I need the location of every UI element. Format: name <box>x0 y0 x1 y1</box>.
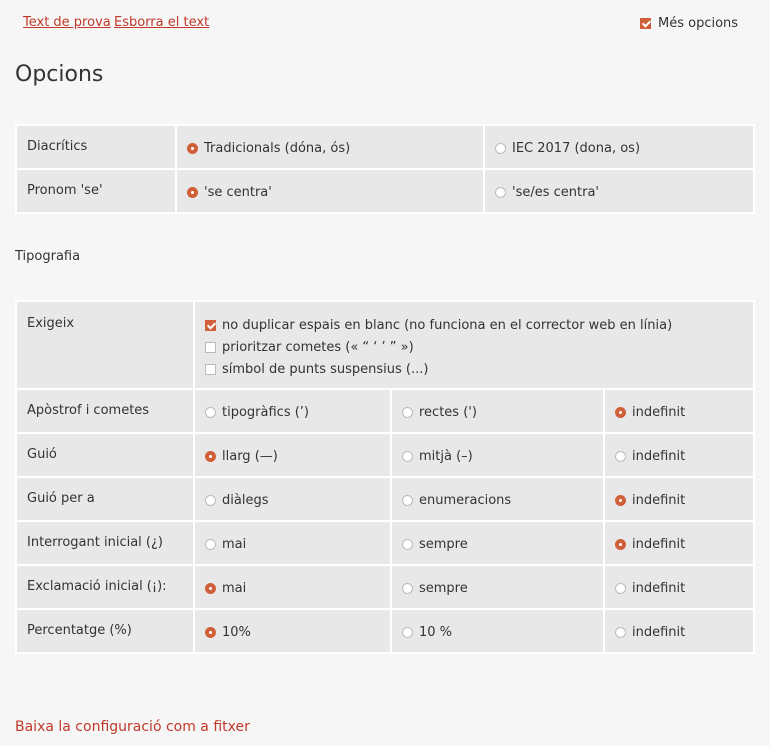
radio-option[interactable] <box>205 434 380 464</box>
radio-option[interactable] <box>205 390 380 420</box>
radio-label: mai <box>222 581 247 596</box>
row-label <box>17 390 193 432</box>
exclamacio-inicial-option[interactable] <box>195 566 390 608</box>
options-table-general <box>15 124 755 214</box>
radio-label: rectes (') <box>419 405 477 420</box>
radio-button[interactable] <box>402 451 413 462</box>
radio-option[interactable] <box>495 126 743 156</box>
diacritics-option[interactable] <box>485 126 753 168</box>
radio-label: indefinit <box>632 581 686 596</box>
radio-label: llarg (—) <box>222 449 278 464</box>
row-label-text: Guió per a <box>27 491 95 506</box>
radio-label: indefinit <box>632 625 686 640</box>
interrogant-inicial-option[interactable] <box>605 522 753 564</box>
radio-label: indefinit <box>632 537 686 552</box>
checkbox-label: símbol de punts suspensius (...) <box>222 361 429 377</box>
pronom-se-option[interactable] <box>485 170 753 212</box>
sample-text-link[interactable]: Text de prova <box>23 15 111 30</box>
radio-button[interactable] <box>615 627 626 638</box>
radio-option[interactable] <box>402 566 593 596</box>
row-label-text: Exclamació inicial (¡): <box>27 579 167 594</box>
options-row-exclamacio-inicial <box>17 566 753 608</box>
require-check-1[interactable] <box>205 336 743 358</box>
radio-button[interactable] <box>205 539 216 550</box>
checkbox-label: prioritzar cometes (« “ ‘ ’ ” ») <box>222 339 414 355</box>
radio-option[interactable] <box>402 434 593 464</box>
radio-option[interactable] <box>402 478 593 508</box>
radio-label: diàlegs <box>222 493 269 508</box>
radio-label: 10 % <box>419 625 453 640</box>
options-row-percentatge <box>17 610 753 652</box>
radio-label: 10% <box>222 625 251 640</box>
radio-button[interactable] <box>615 583 626 594</box>
radio-button[interactable] <box>615 407 626 418</box>
radio-button[interactable] <box>205 583 216 594</box>
checkbox[interactable] <box>205 320 216 331</box>
radio-button[interactable] <box>205 627 216 638</box>
radio-option[interactable] <box>615 478 743 508</box>
radio-option[interactable] <box>615 566 743 596</box>
require-options <box>195 302 753 388</box>
row-label <box>17 434 193 476</box>
radio-option[interactable] <box>205 610 380 640</box>
apostrof-i-cometes-option[interactable] <box>605 390 753 432</box>
radio-button[interactable] <box>402 627 413 638</box>
radio-button[interactable] <box>402 407 413 418</box>
guio-per-a-option[interactable] <box>195 478 390 520</box>
radio-label: Tradicionals (dóna, ós) <box>204 141 351 156</box>
radio-label: tipogràfics (’) <box>222 405 309 420</box>
guio-option[interactable] <box>605 434 753 476</box>
radio-option[interactable] <box>615 610 743 640</box>
radio-button[interactable] <box>402 539 413 550</box>
row-label <box>17 302 193 388</box>
guio-option[interactable] <box>195 434 390 476</box>
diacritics-option[interactable] <box>177 126 483 168</box>
radio-option[interactable] <box>615 434 743 464</box>
radio-button[interactable] <box>187 143 198 154</box>
radio-option[interactable] <box>205 566 380 596</box>
row-label-text: Exigeix <box>27 316 75 331</box>
radio-button[interactable] <box>205 451 216 462</box>
row-label <box>17 522 193 564</box>
interrogant-inicial-option[interactable] <box>392 522 603 564</box>
radio-label: indefinit <box>632 405 686 420</box>
options-row-guio-per-a <box>17 478 753 520</box>
radio-option[interactable] <box>205 478 380 508</box>
radio-button[interactable] <box>402 495 413 506</box>
checkbox[interactable] <box>205 364 216 375</box>
percentatge-option[interactable] <box>605 610 753 652</box>
options-row-interrogant-inicial <box>17 522 753 564</box>
guio-per-a-option[interactable] <box>605 478 753 520</box>
row-label-text: Guió <box>27 447 57 462</box>
radio-option[interactable] <box>615 390 743 420</box>
apostrof-i-cometes-option[interactable] <box>195 390 390 432</box>
require-checklist <box>205 302 743 380</box>
radio-label: IEC 2017 (dona, os) <box>512 141 641 156</box>
radio-option[interactable] <box>187 170 473 200</box>
row-label <box>17 610 193 652</box>
typography-heading: Tipografia <box>15 249 81 264</box>
radio-button[interactable] <box>495 143 506 154</box>
percentatge-option[interactable] <box>392 610 603 652</box>
radio-button[interactable] <box>205 495 216 506</box>
exclamacio-inicial-option[interactable] <box>392 566 603 608</box>
download-config-link[interactable]: Baixa la configuració com a fitxer <box>15 719 250 735</box>
row-label <box>17 478 193 520</box>
row-label <box>17 566 193 608</box>
pronom-se-option[interactable] <box>177 170 483 212</box>
page-title: Opcions <box>15 62 104 87</box>
more-options-label: Més opcions <box>658 16 739 31</box>
radio-button[interactable] <box>495 187 506 198</box>
radio-option[interactable] <box>402 522 593 552</box>
radio-label: indefinit <box>632 493 686 508</box>
row-label-text: Percentatge (%) <box>27 623 132 638</box>
checkbox[interactable] <box>205 342 216 353</box>
options-table-typography <box>15 300 755 654</box>
radio-label: 'se centra' <box>204 185 272 200</box>
radio-option[interactable] <box>205 522 380 552</box>
row-label-text: Interrogant inicial (¿) <box>27 535 163 550</box>
radio-label: sempre <box>419 581 468 596</box>
percentatge-option[interactable] <box>195 610 390 652</box>
clear-text-link[interactable]: Esborra el text <box>114 15 210 30</box>
apostrof-i-cometes-option[interactable] <box>392 390 603 432</box>
row-label <box>17 126 175 168</box>
radio-button[interactable] <box>615 451 626 462</box>
radio-option[interactable] <box>615 522 743 552</box>
options-row-apostrof-i-cometes <box>17 390 753 432</box>
row-label <box>17 170 175 212</box>
radio-label: sempre <box>419 537 468 552</box>
radio-label: indefinit <box>632 449 686 464</box>
row-label-text: Apòstrof i cometes <box>27 403 150 418</box>
options-row-pronom-se <box>17 170 753 212</box>
exclamacio-inicial-option[interactable] <box>605 566 753 608</box>
radio-label: enumeracions <box>419 493 512 508</box>
radio-option[interactable] <box>402 390 593 420</box>
radio-label: mitjà (–) <box>419 449 473 464</box>
require-check-2[interactable] <box>205 358 743 380</box>
radio-label: mai <box>222 537 247 552</box>
radio-button[interactable] <box>615 495 626 506</box>
options-row-exigeix <box>17 302 753 388</box>
radio-option[interactable] <box>402 610 593 640</box>
radio-option[interactable] <box>495 170 743 200</box>
require-check-0[interactable] <box>205 314 743 336</box>
radio-button[interactable] <box>187 187 198 198</box>
radio-button[interactable] <box>402 583 413 594</box>
radio-button[interactable] <box>615 539 626 550</box>
radio-label: 'se/es centra' <box>512 185 599 200</box>
guio-per-a-option[interactable] <box>392 478 603 520</box>
radio-button[interactable] <box>205 407 216 418</box>
options-row-diacritics <box>17 126 753 168</box>
radio-option[interactable] <box>187 126 473 156</box>
options-row-guio <box>17 434 753 476</box>
more-options-toggle[interactable] <box>640 16 738 31</box>
row-label-text: Diacrítics <box>27 139 88 154</box>
row-label-text: Pronom 'se' <box>27 183 103 198</box>
guio-option[interactable] <box>392 434 603 476</box>
checkbox-label: no duplicar espais en blanc (no funciona en el corrector web en línia) <box>222 317 673 333</box>
more-options-checkbox[interactable] <box>640 18 651 29</box>
interrogant-inicial-option[interactable] <box>195 522 390 564</box>
